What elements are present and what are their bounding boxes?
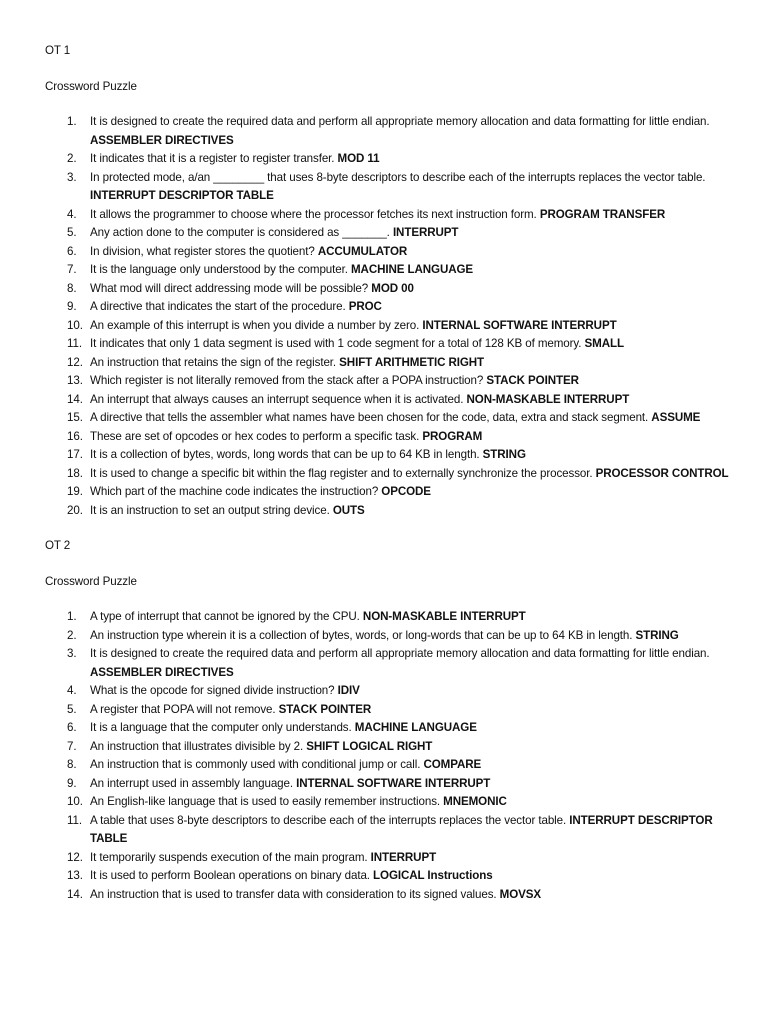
list-item: 12. It temporarily suspends execution of the main program. INTERRUPT [67, 850, 437, 864]
list-item: 5. Any action done to the computer is considered as _______. INTERRUPT [67, 226, 459, 239]
list-item: 7. An instruction that illustrates divisible by 2. SHIFT LOGICAL RIGHT [67, 739, 433, 753]
list-item: 1. It is designed to create the required data and perform all appropriate memory allocation and data formatting for little endian. ASSEMBLER DIRECTIVES [67, 115, 710, 147]
list-item: 2. It indicates that it is a register to register transfer. MOD 11 [67, 152, 380, 165]
list-item: 12. An instruction that retains the sign of the register. SHIFT ARITHMETIC RIGHT [67, 355, 485, 369]
list-item: 14. An interrupt that always causes an interrupt sequence when it is activated. NON-MASKABLE INTERRUPT [67, 392, 630, 406]
list-item: 8. What mod will direct addressing mode will be possible? MOD 00 [67, 281, 414, 295]
question-list [45, 113, 735, 520]
list-item: 11. It indicates that only 1 data segment is used with 1 code segment for a total of 128 KB of memory. SMALL [67, 337, 624, 350]
list-item: 10. An example of this interrupt is when you divide a number by zero. INTERNAL SOFTWARE INTERRUPT [67, 318, 617, 332]
list-item: 9. A directive that indicates the start of the procedure. PROC [67, 300, 382, 313]
section-subtitle: Crossword Puzzle [45, 574, 137, 588]
list-item: 19. Which part of the machine code indicates the instruction? OPCODE [67, 485, 431, 498]
list-item: 15. A directive that tells the assembler what names have been chosen for the code, data, extra and stack segment. ASSUME [67, 411, 701, 424]
list-item: 4. What is the opcode for signed divide instruction? IDIV [67, 684, 360, 697]
document-page [45, 42, 735, 921]
section-ot1 [45, 42, 735, 520]
list-item: 3. In protected mode, a/an ________ that uses 8-byte descriptors to describe each of the interrupts replaces the vector table. INTERRUPT DESCRIPTOR TABLE [67, 170, 706, 202]
list-item: 6. In division, what register stores the quotient? ACCUMULATOR [67, 244, 408, 258]
list-item: 16. These are set of opcodes or hex codes to perform a specific task. PROGRAM [67, 429, 483, 443]
question-list [45, 608, 735, 904]
list-item: 4. It allows the programmer to choose where the processor fetches its next instruction form. PROGRAM TRANSFER [67, 207, 666, 221]
list-item: 9. An interrupt used in assembly language. INTERNAL SOFTWARE INTERRUPT [67, 776, 491, 790]
list-item: 7. It is the language only understood by the computer. MACHINE LANGUAGE [67, 263, 474, 276]
list-item: 18. It is used to change a specific bit within the flag register and to externally synchronize the processor. PROCESSOR CONTROL [67, 466, 729, 480]
list-item: 1. A type of interrupt that cannot be ignored by the CPU. NON-MASKABLE INTERRUPT [67, 610, 526, 623]
section-subtitle: Crossword Puzzle [45, 79, 137, 93]
section-title: OT 1 [45, 44, 71, 57]
list-item: 2. An instruction type wherein it is a collection of bytes, words, or long-words that can be up to 64 KB in length. STRING [67, 628, 679, 642]
list-item: 11. A table that uses 8-byte descriptors to describe each of the interrupts replaces the vector table. INTERRUPT DESCRIPTOR TABLE [67, 813, 713, 845]
list-item: 8. An instruction that is commonly used with conditional jump or call. COMPARE [67, 758, 482, 771]
list-item: 17. It is a collection of bytes, words, long words that can be up to 64 KB in length. STRING [67, 448, 526, 461]
list-item: 13. Which register is not literally removed from the stack after a POPA instruction? STACK POINTER [67, 374, 579, 387]
list-item: 13. It is used to perform Boolean operations on binary data. LOGICAL Instructions [67, 869, 493, 882]
list-item: 20. It is an instruction to set an output string device. OUTS [67, 503, 365, 517]
section-ot2 [45, 537, 735, 904]
section-title: OT 2 [45, 539, 71, 552]
list-item: 5. A register that POPA will not remove. STACK POINTER [67, 702, 372, 716]
list-item: 14. An instruction that is used to transfer data with consideration to its signed values. MOVSX [67, 887, 542, 901]
list-item: 3. It is designed to create the required data and perform all appropriate memory allocation and data formatting for little endian. ASSEMBLER DIRECTIVES [67, 647, 710, 679]
list-item: 10. An English-like language that is used to easily remember instructions. MNEMONIC [67, 795, 507, 808]
list-item: 6. It is a language that the computer only understands. MACHINE LANGUAGE [67, 721, 477, 734]
